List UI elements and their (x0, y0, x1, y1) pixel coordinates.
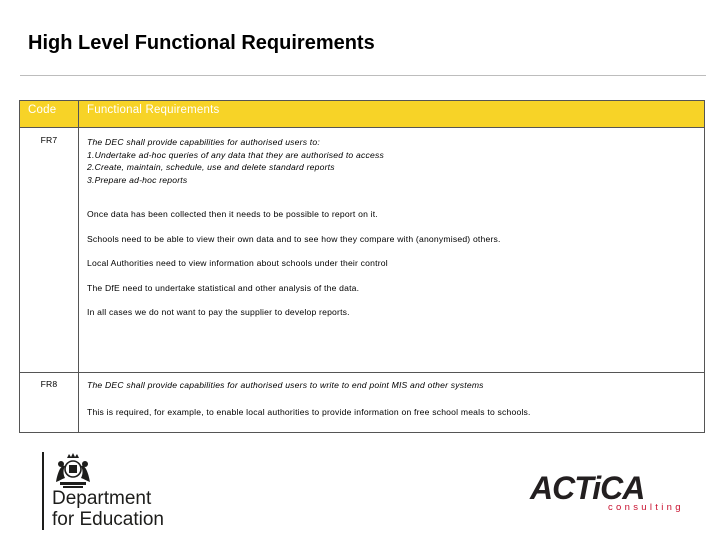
requirement-note: This is required, for example, to enable local authorities to provide information on free school meals to schools. (87, 406, 531, 417)
requirement-note: The DfE need to undertake statistical and other analysis of the data. (87, 282, 360, 293)
requirement-statement: The DEC shall provide capabilities for authorised users to: (87, 137, 320, 147)
requirement-code: FR7 (20, 128, 79, 373)
actica-logo-tagline: consulting (608, 502, 684, 513)
requirement-statement: The DEC shall provide capabilities for authorised users to write to end point MIS and other systems (87, 380, 484, 390)
dfe-logo-line2: for Education (52, 509, 164, 530)
requirement-note: Schools need to be able to view their own data and to see how they compare with (anonymised) others. (87, 233, 501, 244)
royal-crest-icon (50, 452, 96, 492)
page-title: High Level Functional Requirements (28, 32, 375, 54)
requirement-note: Local Authorities need to view information about schools under their control (87, 258, 388, 268)
requirement-item: 3.Prepare ad-hoc reports (87, 174, 188, 185)
requirement-item: 1.Undertake ad-hoc queries of any data that they are authorised to access (87, 149, 384, 160)
table-header-row (20, 101, 705, 128)
table-row (20, 128, 705, 373)
actica-logo (530, 470, 702, 516)
requirement-item: 2.Create, maintain, schedule, use and delete standard reports (87, 162, 335, 172)
dfe-logo-line1: Department (52, 488, 152, 509)
requirement-note: Once data has been collected then it needs to be possible to report on it. (87, 209, 378, 219)
dfe-logo (42, 452, 182, 532)
table-row (20, 373, 705, 433)
requirement-note: In all cases we do not want to pay the supplier to develop reports. (87, 307, 350, 317)
code-column-header: Code (20, 101, 79, 128)
dfe-logo-bar (42, 452, 44, 530)
requirement-code: FR8 (20, 373, 79, 433)
title-divider (20, 75, 706, 76)
actica-logo-wordmark: ACTiCA (530, 470, 645, 506)
requirements-table (19, 100, 705, 433)
requirement-description (79, 128, 705, 373)
requirement-description (79, 373, 705, 433)
requirements-column-header: Functional Requirements (79, 101, 705, 128)
